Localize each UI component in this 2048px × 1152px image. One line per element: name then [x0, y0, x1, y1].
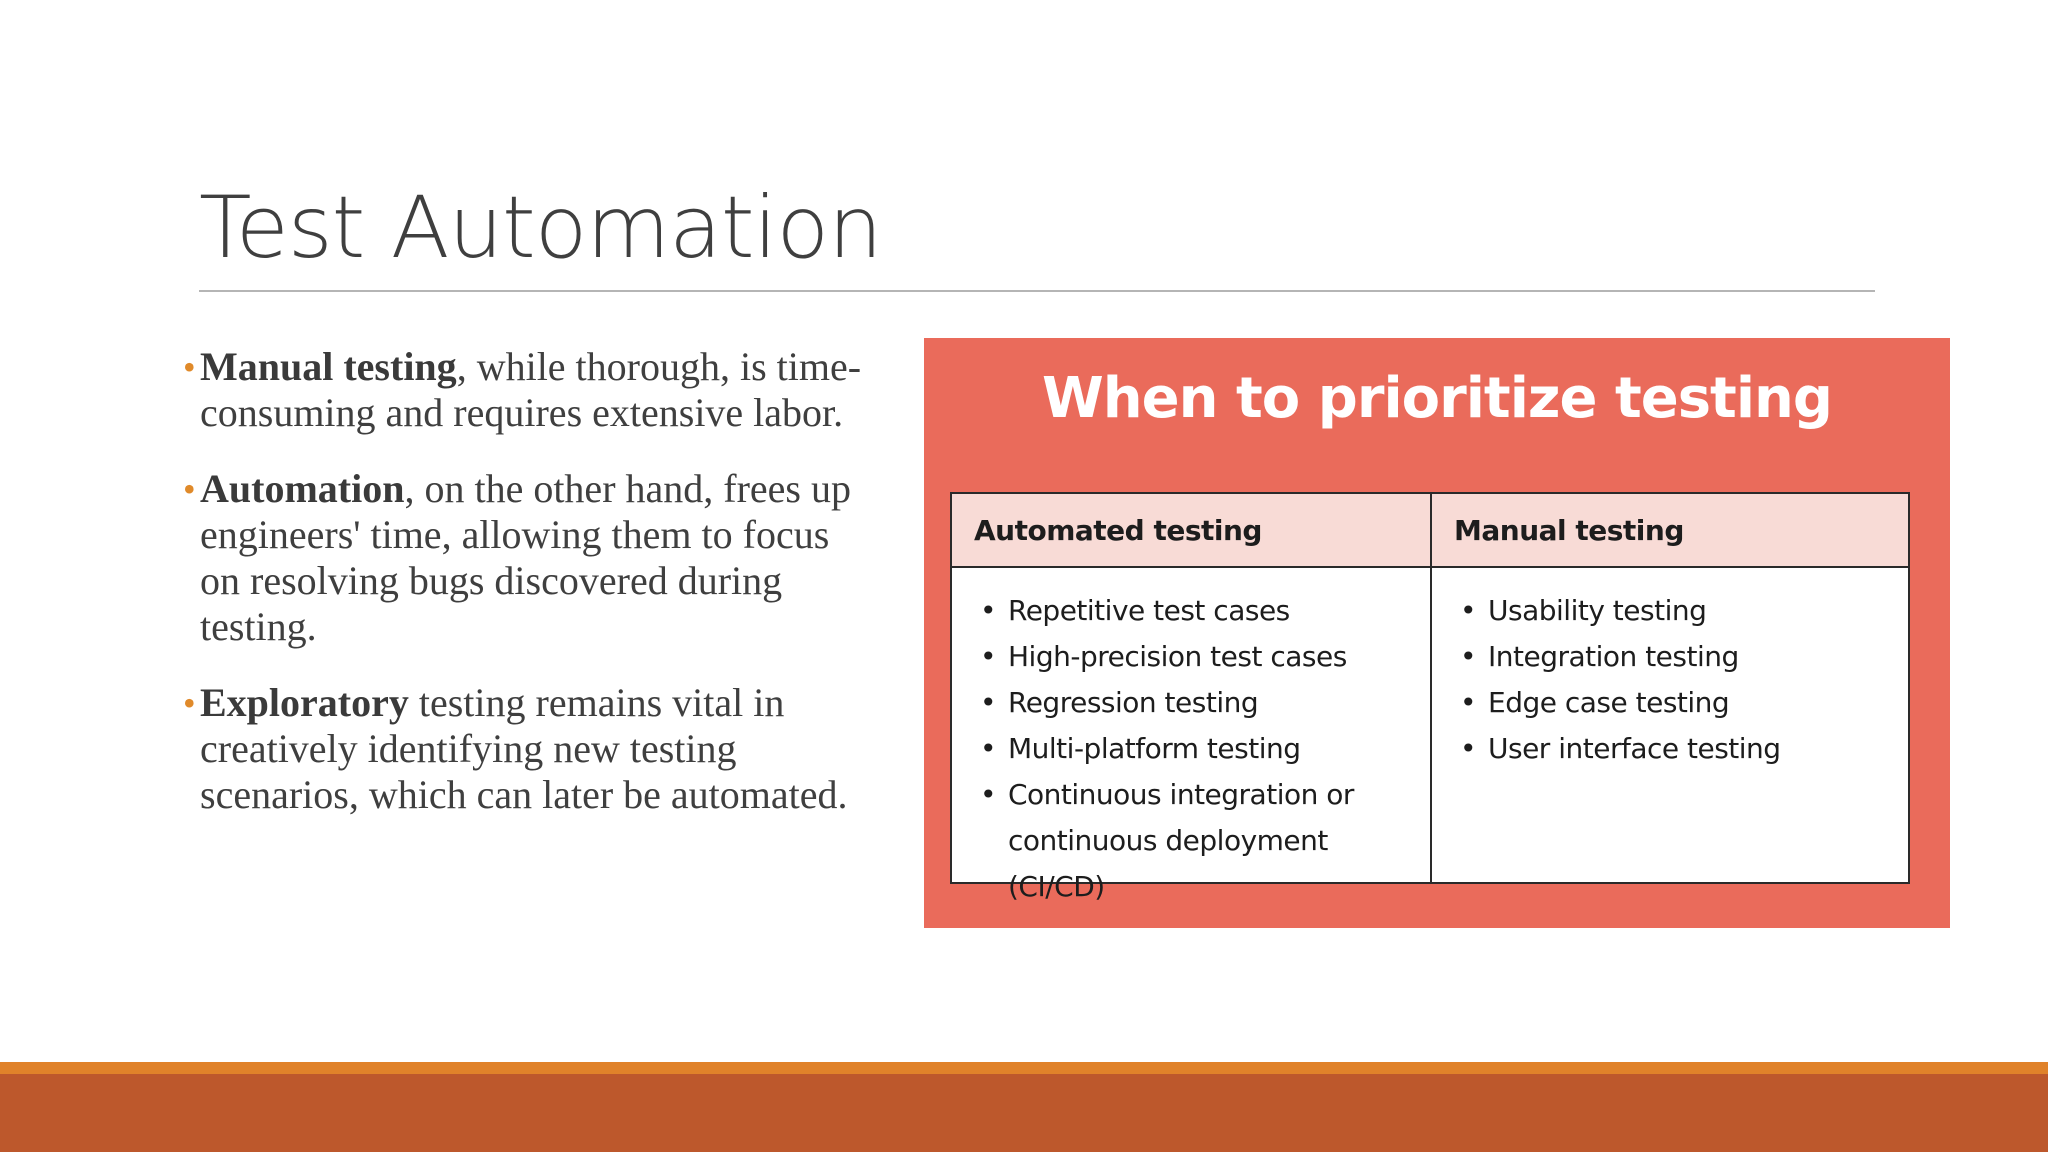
list-item-text: Repetitive test cases	[1008, 594, 1290, 627]
bullet-item-manual	[183, 344, 863, 436]
comparison-table	[950, 492, 1910, 903]
column-divider	[1430, 494, 1432, 882]
bullet-marker: •	[1460, 640, 1477, 673]
list-item-text: User interface testing	[1488, 732, 1781, 765]
list-item	[980, 634, 1420, 680]
bullet-marker: •	[980, 778, 997, 811]
bullet-bold-term: Exploratory	[200, 680, 409, 725]
list-item-text: High-precision test cases	[1008, 640, 1347, 673]
bullet-marker: •	[183, 469, 196, 509]
list-item	[1460, 588, 1900, 634]
bullet-item-exploratory	[183, 680, 863, 818]
bullet-marker: •	[183, 683, 196, 723]
bullet-marker: •	[980, 594, 997, 627]
bullet-item-automation	[183, 466, 863, 650]
list-item	[1460, 680, 1900, 726]
list-item	[980, 772, 1420, 910]
slide-title: Test Automation	[199, 178, 882, 278]
list-item	[1460, 634, 1900, 680]
bullet-text: testing remains vital in creatively identifying new testing scenarios, which can later be automated.	[200, 680, 848, 817]
bullet-bold-term: Automation	[200, 466, 405, 511]
bullet-marker: •	[1460, 732, 1477, 765]
list-item-text: Integration testing	[1488, 640, 1739, 673]
list-item	[1460, 726, 1900, 772]
header-manual-testing: Manual testing	[1454, 514, 1684, 547]
bullet-marker: •	[1460, 594, 1477, 627]
bullet-list	[183, 344, 863, 848]
list-item-text: Usability testing	[1488, 594, 1707, 627]
list-item	[980, 680, 1420, 726]
bullet-bold-term: Manual testing	[200, 344, 457, 389]
accent-bar	[0, 1062, 2048, 1074]
bullet-marker: •	[980, 640, 997, 673]
list-item-text: Multi-platform testing	[1008, 732, 1301, 765]
bullet-marker: •	[1460, 686, 1477, 719]
bullet-marker: •	[183, 347, 196, 387]
header-automated-testing: Automated testing	[974, 514, 1262, 547]
list-item	[980, 726, 1420, 772]
figure-title: When to prioritize testing	[1042, 366, 1832, 431]
bullet-text: , while thorough, is time-consuming and requires extensive labor.	[200, 344, 862, 435]
prioritize-testing-figure	[924, 338, 1950, 928]
title-divider	[199, 290, 1875, 292]
list-item-text: Regression testing	[1008, 686, 1259, 719]
footer-bar	[0, 1074, 2048, 1152]
list-item-text: Continuous integration or continuous deployment (CI/CD)	[1008, 778, 1354, 903]
manual-testing-list	[1460, 588, 1900, 772]
bullet-marker: •	[980, 732, 997, 765]
list-item	[980, 588, 1420, 634]
bullet-text: , on the other hand, frees up engineers' time, allowing them to focus on resolving bugs discovered during testing.	[200, 466, 851, 649]
automated-testing-list	[980, 588, 1420, 910]
bullet-marker: •	[980, 686, 997, 719]
list-item-text: Edge case testing	[1488, 686, 1730, 719]
